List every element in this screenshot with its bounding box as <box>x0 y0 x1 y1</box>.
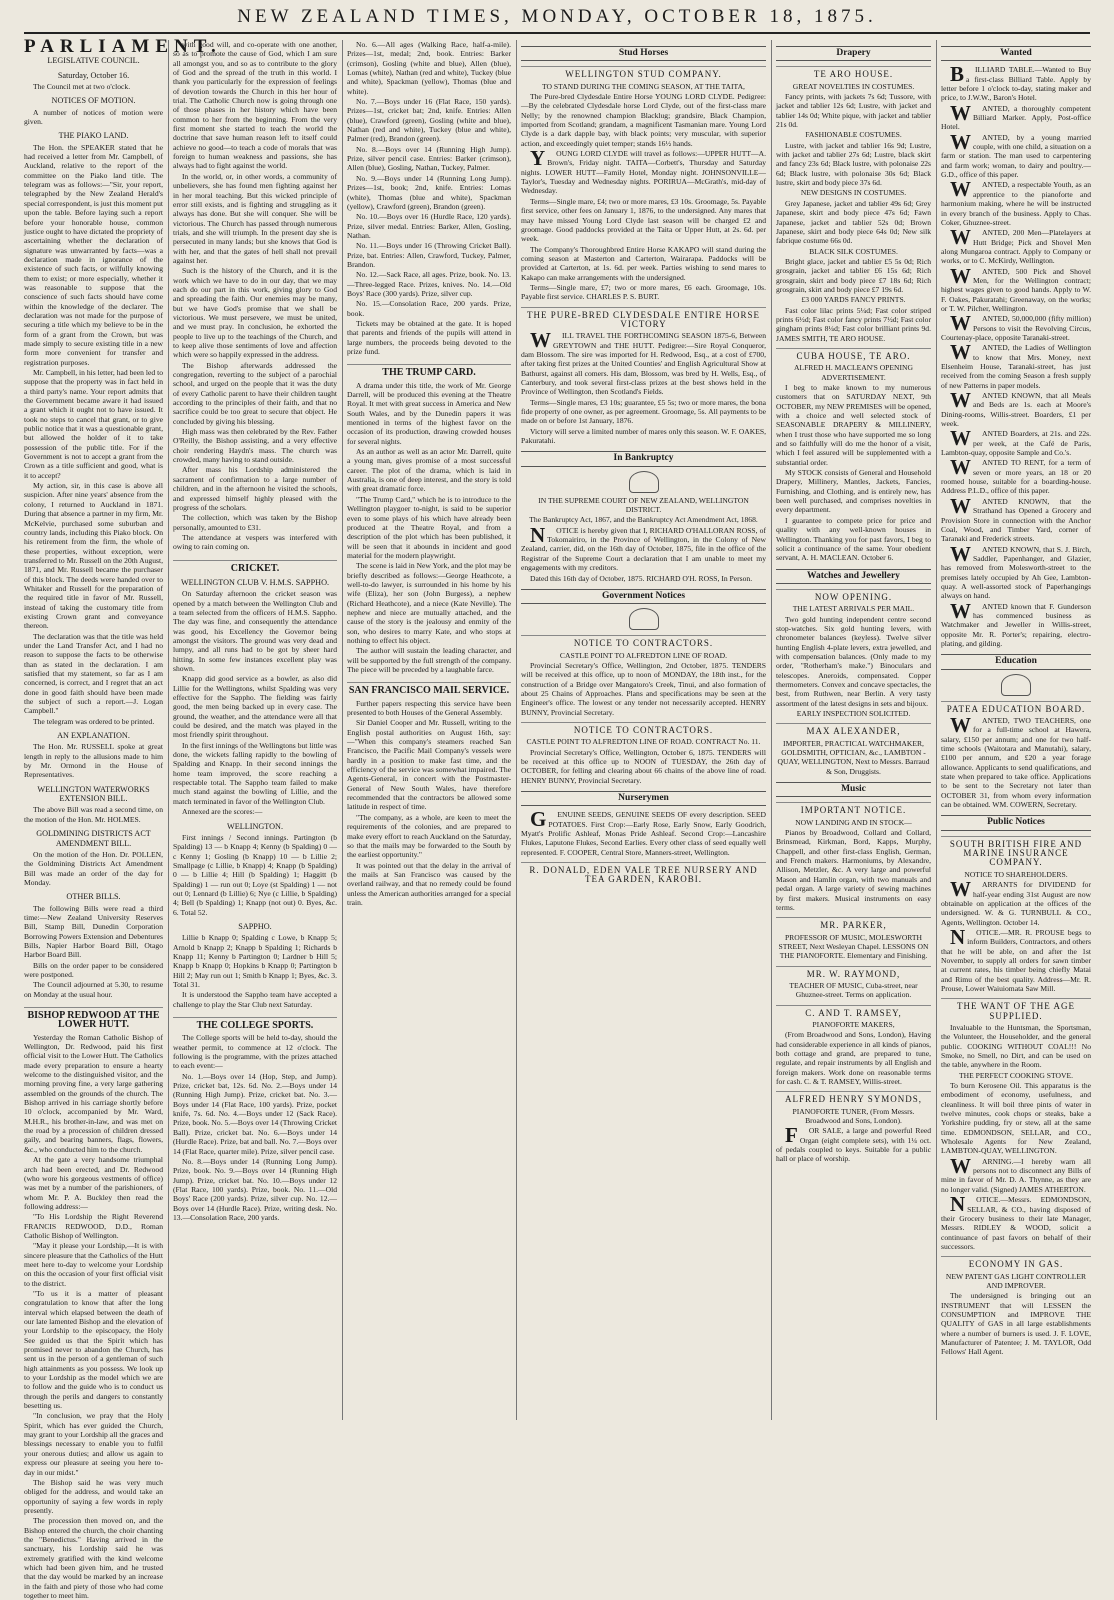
paragraph: The Bishop said he was very much obliged for the address, and would take an opportunity of saying a few words in reply presently. <box>24 1477 163 1515</box>
paragraph: No. 10.—Boys over 16 (Hurdle Race, 120 yards). Prize, silver medal. Entries: Barker, Allen, Gosling, Nathan. <box>347 212 511 240</box>
centered-line: PIANOFORTE TUNER, (From Messrs. Broadwood and Sons, London). <box>792 1106 915 1126</box>
paragraph: As an author as well as an actor Mr. Darrell, quite a young man, gives promise of a most successful career. The plot of the drama, which is laid in Australia, is one of deep interest, and the story is told with great dramatic force. <box>347 447 511 494</box>
paragraph: The College sports will be held to-day, should the weather permit, to commence at 12 o'clock. The following is the programme, with the prizes attached to each event:— <box>173 1033 337 1071</box>
paragraph: No. 1.—Boys over 14 (Hop, Step, and Jump). Prize, cricket bat, 12s. 6d. No. 2.—Boys under 14 (Running High Jump). Prize, cricket bat. No. 3.—Boys under 14 (Flat Race, 100 yards). Prize, pocket knife, 7s. 6d. No. 4.—Boys under 12 (Sack Race). Prize, book. No. 5.—Boys over 14 (Throwing Cricket Ball). Prize, cricket bat. No. 6.—Boys under 14 (Hurdle Race). Prize, bat and ball. No. 7.—Boys over 14 (Flat Race, quarter mile). Prize, silver pencil case. <box>173 1071 337 1156</box>
centered-line: PIANOFORTE MAKERS, <box>812 1019 895 1029</box>
paragraph: No. 12.—Sack Race, all ages. Prize, book. No. 13.—Three-legged Race. Prizes, knives. No. 14.—Old Boys' Race (300 yards). Prize, silver cup. <box>347 270 511 298</box>
paragraph: Bright glace, jacket and tablier £5 5s 0d; Rich grosgrain, jacket and tablier £6 15s 6d; Rich grosgrain, skirt and body piece £7 18s 6d; Rich grosgrain, skirt and body piece £7 19s 6d. <box>776 256 931 294</box>
advertisement-title: PATEA EDUCATION BOARD. <box>941 701 1091 714</box>
paragraph: Bills on the order paper to be considered were postponed. <box>24 960 163 979</box>
paragraph: WANTED, by a young married couple, with one child, a situation on a farm or station. The man used to carpentering and farm work; woman, to dairy and poultry.—G.D., office of this paper. <box>941 129 1091 180</box>
column-rule <box>168 40 169 1420</box>
column-3 <box>347 40 511 1420</box>
paragraph: WANTED TO RENT, for a term of seven or more years, an 18 or 20 roomed house, suitable for a boarding-house. Address P.L.D., office of this paper. <box>941 455 1091 496</box>
paragraph: After mass his Lordship administered the sacrament of confirmation to a large number of children, and in the afternoon he visited the schools, and expressed himself highly pleased with the progress of the scholars. <box>173 465 337 512</box>
paragraph: "May it please your Lordship,—It is with sincere pleasure that the Catholics of the Hutt meet here to-day to welcome your Lordship on this the occasion of your first official visit to the district. <box>24 1241 163 1288</box>
paragraph: "The company, as a whole, are keen to meet the requirements of the colonies, and are prepared to make every effort to reach Auckland on the Saturday, so that the mails may be forwarded to the South by the earliest opportunity." <box>347 812 511 860</box>
subheading: THE PIAKO LAND. <box>58 131 129 141</box>
paragraph: To burn Kerosene Oil. This apparatus is the embodiment of economy, usefulness, and cleanliness. It will boil three pints of water in twelve minutes, cook chops or steaks, bake a Yorkshire pudding, fry or stew, all at the same time. EDMONDSON, SELLAR, and CO., Wholesale Agents for New Zealand, LAMBTON-QUAY, WELLINGTON. <box>941 1081 1091 1156</box>
paragraph: In the world, or, in other words, a community of unbelievers, she has found men fighting against her in her moral teaching. But this wicked principle of error still exists, and is fighting and struggling as it always has done. But she will conquer. She will be victorious. The Church has passed through numerous trials, and she will triumph. In the present day she is persecuted in many lands; but she knows that God is with her, and that the gates of hell shall not prevail against her. <box>173 171 337 265</box>
advertisement-title: THE PURE-BRED CLYDESDALE ENTIRE HORSE VICTORY <box>521 307 766 330</box>
paragraph: Sir Daniel Cooper and Mr. Russell, writing to the English postal authorities on August 16th, say:—"When this company's steamers reached San Francisco, the Pacific Mail Company's vessels were hardly in a position to make fast time, and the efficiency of the service was somewhat impaired. The Agents-General, in concert with the Postmaster-General of New South Wales, have therefore recommended that the contractors be allowed some latitude in respect of time. <box>347 718 511 812</box>
paragraph: Provincial Secretary's Office, Wellington, 2nd October, 1875. TENDERS will be received at this office, up to noon of MONDAY, the 18th inst., for the construction of a Bridge over Mangatoro's Creek, Tinui, and also formation of about 25 Chains of Approaches. Plans and specifications may be seen at the Engineer's office. The lowest or any tender not necessarily accepted. HENRY BUNNY, Provincial Secretary. <box>521 660 766 717</box>
classified-section-header: Drapery <box>776 46 931 61</box>
paragraph: The Council met at two o'clock. <box>33 82 131 92</box>
paragraph: My STOCK consists of General and Household Drapery, Millinery, Mantles, Jackets, Fancies, Furnishing, and Clothing, and is entirely new, has been well purchased, and comprises novelties in every department. <box>776 468 931 515</box>
subheading: LEGISLATIVE COUNCIL. <box>47 56 140 66</box>
advertisement-title: MAX ALEXANDER, <box>776 723 931 736</box>
paragraph: Fancy prints, with jackets 7s 6d; Tussore, with jacket and tablier 12s 6d; Lustre, with jacket and tablier 14s 0d; White pique, with jacket and tablier 21s 0d. <box>776 92 931 130</box>
classified-section-header: Music <box>776 782 931 797</box>
paragraph: Pianos by Broadwood, Collard and Collard, Brinsmead, Kirkman, Bord, Kapps, Murphy, Chappell, and other first-class English, German, and French makers. Harmoniums, by Alexandre, Allison, Metzler, &c. A very large and powerful Mason and Hamlin organ, with two manuals and pedal organ. A large variety of sewing machines by first makers. Musical instruments on easy terms. <box>776 828 931 912</box>
advertisement-title: NOTICE TO CONTRACTORS. <box>521 635 766 648</box>
paragraph: Lillie b Knapp 0; Spalding c Lowe, b Knapp 5; Arnold b Knapp 2; Knapp b Spalding 1; Richards b Knapp 11; Kenny b Partington 0; Lardner b Hill 5; Knapp b Knapp 0; Hopkins b Knapp 0; Partington b Hill 2; May run out 1; Smith b Knapp 1; Byes, &c. 3. Total 31. <box>173 933 337 989</box>
advertisement-title: MR. PARKER, <box>776 917 931 930</box>
column-rule <box>771 40 772 1420</box>
paragraph: The author will sustain the leading character, and will be supported by the full strength of the company. The piece will be preceded by a laughable farce. <box>347 646 511 674</box>
paragraph: FOR SALE, a large and powerful Reed Organ (eight complete sets), with 1¼ oct. of pedals coupled to keys. Suitable for a public hall or place of worship. <box>776 1123 931 1164</box>
classified-section-header: Nurserymen <box>521 791 766 806</box>
paragraph: BILLIARD TABLE.—Wanted to Buy a first-class Billiard Table. Apply by letter before 1 o'clock to-day, stating maker and price, to J.W.W., Baron's Hotel. <box>941 62 1091 103</box>
centered-line: NOW LANDING AND IN STOCK— <box>795 817 912 827</box>
paragraph: WANTED known that F. Gunderson has commenced business as Watchmaker and Jeweller in Willis-street, opposite Mr. R. Porter's; repairing, electro-plating, and gilding. <box>941 598 1091 648</box>
centered-line: GREAT NOVELTIES IN COSTUMES. <box>792 81 915 91</box>
advertisement-title: MR. W. RAYMOND, <box>776 966 931 979</box>
column-2 <box>173 40 337 1420</box>
paragraph: YOUNG LORD CLYDE will travel as follows:—UPPER HUTT—A. Brown's, Friday night. TAITA—Corbett's, Thursday and Saturday nights. LOWER HUTT—Family Hotel, Monday night. JOHNSONVILLE—Taylor's, Tuesday and Wednesday nights. PORIRUA—McGrath's, mid-day of Wednesday. <box>521 146 766 196</box>
paragraph: WANTED, TWO TEACHERS, one for a full-time school at Hawera, salary, £150 per annum; and one for two half-time schools (Waitotara and Manutahi), salary, £100 per annum, and £20 a year forage allowance. Applicants to send qualifications, and state when prepared to take office. Applications to be sent to the Secretary not later than OCTOBER 31, from whom every information can be obtained. WM. COWERN, Secretary. <box>941 713 1091 810</box>
advertisement-title: SOUTH BRITISH FIRE AND MARINE INSURANCE COMPANY. <box>941 836 1091 868</box>
advertisement-title: THE WANT OF THE AGE SUPPLIED. <box>941 998 1091 1021</box>
paragraph: The Bishop afterwards addressed the congregation, reverting to the subject of a parochial school, and urged on the people that it was the duty of every Catholic parent to have their children taught according to the principles of their faith, and that no sacrifice could be too great to secure that object. He concluded by giving his blessing. <box>173 360 337 426</box>
paragraph: A number of notices of motion were given. <box>24 107 163 127</box>
paragraph: Invaluable to the Huntsman, the Sportsman, the Volunteer, the Householder, and the general public. COOKING WITHOUT COAL!!! No Smoke, no Smell, no Dirt, and can be used on the table, anywhere in the Room. <box>941 1022 1091 1070</box>
centered-line: EARLY INSPECTION SOLICITED. <box>796 709 911 718</box>
centered-line: £3 000 YARDS FANCY PRINTS. <box>801 295 906 305</box>
paragraph: The Pure-bred Clydesdale Entire Horse YOUNG LORD CLYDE. Pedigree:—By the celebrated Clydesdale horse Lord Clyde, out of the first-class mare Nelly; by the renowned champion Blacklug; grandsire, Black Champion, imported from Scotland; grandam, a magnificent Tasmanian mare. Young Lord Clyde is a dark dapple bay, with black points; very muscular, with superior action, and exceedingly quiet temper; stands 16½ hands. <box>521 92 766 148</box>
classified-section-header: Public Notices <box>941 815 1091 830</box>
centered-line: FASHIONABLE COSTUMES. <box>805 130 902 140</box>
paragraph: I beg to make known to my numerous customers that on SATURDAY NEXT, 9th OCTOBER, my NEW PREMISES will be opened, with a choice and well selected stock of SEASONABLE DRAPERY & MILLINERY, when I trust those who have supported me so long and so faithfully will do me the honor of a visit, which I feel assured will be supplemented with a substantial order. <box>776 383 931 467</box>
centered-line: NOTICE TO SHAREHOLDERS. <box>964 869 1068 879</box>
classified-section-header: Watches and Jewellery <box>776 569 931 584</box>
paragraph: The attendance at vespers was interfered with owing to rain coming on. <box>173 532 337 552</box>
advertisement-title: ALFRED HENRY SYMONDS, <box>776 1091 931 1104</box>
centered-line: CASTLE POINT TO ALFREDTON LINE OF ROAD. <box>559 650 728 660</box>
paragraph: No. 11.—Boys under 16 (Throwing Cricket Ball). Prize, bat. Entries: Allen, Crawford, Tuckey, Palmer, Brandon. <box>347 241 511 269</box>
paragraph: WANTED KNOWN, that the Strathand has Opened a Grocery and Provision Store in connection with the Anchor Coal, Wood, and Timber Yard, corner of Taranaki and Frederick streets. <box>941 493 1091 544</box>
paragraph: The following Bills were read a third time:—New Zealand University Reserves Bill, Stamp Bill, Dunedin Corporation Borrowing Powers Extension and Debentures Bills, Napier Harbor Board Bill, Otago Harbor Board Bill. <box>24 903 163 960</box>
centered-line: TEACHER OF MUSIC, Cuba-street, near Ghuznee-street. Terms on application. <box>789 980 918 1000</box>
subheading: WELLINGTON. <box>226 821 283 831</box>
advertisement-title: NOW OPENING. <box>776 589 931 602</box>
centered-line: CASTLE POINT TO ALFREDTON LINE OF ROAD. CONTRACT No. 11. <box>526 737 761 747</box>
paragraph: Knapp did good service as a bowler, as also did Lillie for the Wellingtons, whilst Spalding was very effective for the Sappho. The fielding was fairly good, the men being backed up in every case. The ground, the weather, and the attendance were all that could be desired, and the match was played in the most friendly spirit throughout. <box>173 674 337 740</box>
paragraph: WANTED, 500 Pick and Shovel Men, for the Wellington contract; highest wages given to good hands. Apply to W. F. Oakes, Pakuratahi; Greenaway, on the works; or T. W. Pilcher, Wellington. <box>941 263 1091 313</box>
classified-section-header: Education <box>941 654 1091 669</box>
paragraph: Terms—Single mare, £7; two or more mares, £6 each. Groomage, 10s. Payable first service. CHARLES P. S. BURT. <box>521 282 766 302</box>
paragraph: A drama under this title, the work of Mr. George Darrell, will be produced this evening at the Theatre Royal. It met with great success in America and New South Wales, and by the Dunedin papers it was mentioned in terms of the highest favor on the occasion of its production, drawing crowded houses for several nights. <box>347 380 511 446</box>
paragraph: Further papers respecting this service have been presented to both Houses of the General Assembly. <box>347 698 511 718</box>
paragraph: NOTICE.—MR. R. PROUSE begs to inform Builders, Contractors, and others that he will be able, on and after the 1st November, to supply all orders for sawn timber at current rates, his timber being chiefly Matai and Rimu of the best quality. Address—Mr. R. Prouse, Lower Waiuiomata Saw Mill. <box>941 924 1091 993</box>
classified-section-header: Government Notices <box>521 589 766 604</box>
advertisement-title: WELLINGTON STUD COMPANY. <box>521 66 766 79</box>
column-1 <box>24 36 222 1600</box>
paragraph: No. 9.—Boys under 14 (Running Long Jump). Prizes—1st, book; 2nd, knife. Entries: Lomas (white), Thomas (blue and white), Spackman (yellow), Crawford (green), Brandon (green). <box>347 173 511 211</box>
paragraph: Fast color lilac prints 5¼d; Fast color striped prints 6½d; Fast color fancy prints 7½d; Fast color gingham prints 8¼d; Fast color brilliant prints 9d. JAMES SMITH, TE ARO HOUSE. <box>776 305 931 343</box>
paragraph: with good will, and co-operate with one another, so as to promote the cause of God, which I am sure all amongst you, and so as to contribute to the glory of God and the spread of the truth in this world. I thank you particularly for the expression of feelings of devotion towards the Church in this her hour of trial. The Catholic Church now is going through one of those phases in her history which have been common to her from the beginning. From the very first moment she started to teach the world the doctrine that save human reason left to itself could achieve no good—to teach a code of morals that was foreign to human weakness and passions, she has always had to fight against the world. <box>173 40 337 171</box>
paragraph: NOTICE is hereby given that I, RICHARD O'HALLORAN ROSS, of Tokomairiro, in the Province of Wellington, in the Colony of New Zealand, carrier, did, on the 16th day of October, 1875, file in the office of the Registrar of the Supreme Court a declaration that I am unable to meet my engagements with my creditors. <box>521 522 766 573</box>
centered-line: THE PERFECT COOKING STOVE. <box>958 1070 1074 1080</box>
advertisement-title: C. AND T. RAMSEY, <box>776 1005 931 1018</box>
paragraph: No. 15.—Consolation Race, 200 yards. Prize, book. <box>347 299 511 318</box>
paragraph: NOTICE.—Messrs. EDMONDSON, SELLAR, & CO., having disposed of their Grocery business to their late Manager, Messrs. RIDLEY & WOOD, solicit a continuance of past favors on behalf of their successors. <box>941 1192 1091 1251</box>
subheading: WELLINGTON CLUB V. H.M.S. SAPPHO. <box>180 577 330 587</box>
classified-section-header: Stud Horses <box>521 46 766 61</box>
paragraph: "In conclusion, we pray that the Holy Spirit, which has ever guided the Church, may grant to your Lordship all the graces and blessings necessary to enable you to fulfil your onerous duties; and allow us again to express our pleasure at seeing you here to-day in our midst." <box>24 1411 163 1477</box>
paragraph: No. 7.—Boys under 16 (Flat Race, 150 yards). Prizes—1st, cricket bat; 2nd, knife. Entries: Allen (blue), Crawford (green), Gosling (white and blue), Nathan (red and white), Tuckey (blue and white), Palmer (red), Brandon (green). <box>347 97 511 144</box>
subheading: GOLDMINING DISTRICTS ACT AMENDMENT BILL. <box>36 829 151 848</box>
subheading: SAPPHO. <box>238 921 272 931</box>
paragraph: WANTED, a thoroughly competent Billiard Marker. Apply, Post-office Hotel. <box>941 100 1091 132</box>
advertisement-title: NOTICE TO CONTRACTORS. <box>521 722 766 735</box>
paragraph: On the motion of the Hon. Dr. POLLEN, the Goldmining Districts Act Amendment Bill was made an order of the day for Monday. <box>24 849 163 887</box>
paragraph: The undersigned is bringing out an INSTRUMENT that will LESSEN the CONSUMPTION and IMPROVE THE QUALITY of GAS in all large establishments where a number of burners is used. J. F. LOVE, Manufacturer of Patentee; J. M. TAYLOR, Odd Fellows' Hall Agent. <box>941 1291 1091 1357</box>
advertisement-title: R. DONALD, EDEN VALE TREE NURSERY AND TEA GARDEN, KAROBI. <box>521 862 766 885</box>
paragraph: The telegram was ordered to be printed. <box>33 716 155 726</box>
centered-line: IN THE SUPREME COURT OF NEW ZEALAND, WELLINGTON DISTRICT. <box>538 495 749 515</box>
crest-emblem <box>629 471 659 493</box>
paragraph: At the gate a very handsome triumphal arch had been erected, and Dr. Redwood (who wore his gorgeous vestments of office) was met by a number of the parishioners, of whom Mr. P. A. Buckley then read the following address:— <box>24 1155 163 1211</box>
paragraph: GENUINE SEEDS, GENUINE SEEDS OF every description. SEED POTATOES. First Crop:—Early Rose, Early Snow, Early Goodrich, Myatt's Prolific Ashleaf, Monas Pride Ashleaf. Second Crop:—Lancashire Flukes, Laputone Flukes, Second Earlies. Every other class of seed equally well represented. F. COOPER, Central Store, Manners-street, Wellington. <box>521 807 766 857</box>
paragraph: Grey Japanese, jacket and tablier 49s 6d; Grey Japanese, skirt and body piece 47s 6d; Fawn Japanese, jacket and tablier 52s 0d; Brown Japanese, skirt and body piece 64s 0d; New silk fabrique costume 66s 0d. <box>776 198 931 246</box>
paragraph: It was pointed out that the delay in the arrival of the mails at San Francisco was caused by the overland railway, and that no remedy could be found unless the American authorities arranged for a special train. <box>347 860 511 907</box>
paragraph: The Hon. Mr. RUSSELL spoke at great length in reply to the allusions made to him by Mr. Ormond in the House of Representatives. <box>24 742 163 780</box>
paragraph: The Company's Thoroughbred Entire Horse KAKAPO will stand during the coming season at Masterton and Carterton, Wairarapa. Paddocks will be provided at Carterton, at 1s. 6d. per week. Parties wishing to send mares to Kakapo can make arrangements with the undersigned. <box>521 244 766 282</box>
paragraph: Victory will serve a limited number of mares only this season. W. F. OAKES, Pakuratahi. <box>521 426 766 446</box>
centered-line: TO STAND DURING THE COMING SEASON, AT THE TAITA, <box>542 81 745 91</box>
paragraph: "To His Lordship the Right Reverend FRANCIS REDWOOD, D.D., Roman Catholic Bishop of Wellington. <box>24 1212 163 1240</box>
column-rule <box>516 40 517 1420</box>
headline: PARLIAMENT. <box>24 36 222 57</box>
masthead: NEW ZEALAND TIMES, MONDAY, OCTOBER 18, 1875. <box>237 6 877 27</box>
paragraph: The collection, which was taken by the Bishop personally, amounted to £31. <box>173 513 337 532</box>
paragraph: WANTED KNOWN, that all Meals and Beds are 1s. each at Moore's Dining-rooms, Willis-street. Boarders, £1 per week. <box>941 388 1091 429</box>
column-rule <box>936 40 937 1420</box>
paragraph: WANTED Boarders, at 21s. and 22s. per week, at the Café de Paris, Lambton-quay, opposite Sample and Co.'s. <box>941 426 1091 458</box>
paragraph: The above Bill was read a second time, on the motion of the Hon. Mr. HOLMES. <box>24 805 163 824</box>
paragraph: No. 8.—Boys under 14 (Running Long Jump). Prize, book. No. 9.—Boys over 14 (Running High Jump). Prize, cricket bat. No. 10.—Boys under 12 (Flat Race, 100 yards). Prize, book. No. 11.—Old Boys' Race (200 yards). Prize, silver cup. No. 12.—Boys over 14 (Hurdle Race). Prize, writing desk. No. 13.—Consolation Race, 200 yards. <box>173 1156 337 1222</box>
paragraph: In the first innings of the Wellingtons but little was done, the wickets falling rapidly to the bowling of Spalding and Knapp. In their second innings the home team improved, the score reaching a respectable total. The Sappho team failed to make much stand against the bowling of Lillie, and the match terminated in favor of the Wellington Club. <box>173 740 337 806</box>
paragraph: The Hon. the SPEAKER stated that he had received a letter from Mr. Campbell, of Auckland, relative to the report of the committee on the Piako land title. The telegram was as follows:—"Sir, your report, telegraphed by the New Zealand Herald's special correspondent, is just this moment put upon the table. Before laying such a report before your honorable house, common justice ought to have dictated the propriety of ascertaining whether the declaration of signature was unwarranted by facts—was a declaration made in ignorance of the existence of such facts, or wilfully knowing them to exist; or more especially, whether it was reasonable to suppose that the conscience of such facts should have come within the knowledge of the declarer. The declaration was not made for the purpose of securing a title which my believe to be in the form of a grant from the Crown, but was made simply to secure existing title in a new form more convenient for transfer and registration purposes. <box>24 142 163 367</box>
column-5 <box>776 40 931 1420</box>
centered-line: THE LATEST ARRIVALS PER MAIL. <box>792 604 915 614</box>
paragraph: WANTED, 200 Men—Platelayers at Hutt Bridge; Pick and Shovel Men along Mungaroa contract. Apply to Company or works, or to C. McKirdy, Wellington. <box>941 225 1091 266</box>
column-rule <box>342 40 343 1420</box>
section-heading: THE COLLEGE SPORTS. <box>173 1017 337 1030</box>
centered-line: The Bankruptcy Act, 1867, and the Bankruptcy Act Amendment Act, 1868. <box>529 515 758 525</box>
paragraph: WARRANTS for DIVIDEND for half-year ending 31st August are now obtainable on application at the offices of the undersigned. W. & G. TURNBULL & CO., Agents, Wellington. October 14. <box>941 877 1091 927</box>
paragraph: Tickets may be obtained at the gate. It is hoped that parents and friends of the pupils will attend in large numbers, the proceeds being devoted to the prize fund. <box>347 318 511 356</box>
column-6 <box>941 40 1091 1420</box>
subheading: OTHER BILLS. <box>66 892 121 902</box>
paragraph: The Council adjourned at 5.30, to resume on Monday at the usual hour. <box>24 980 163 999</box>
paragraph: Terms—Single mares, £3 10s; guarantee, £5 5s; two or more mares, the bona fide property of one owner, as per agreement. Groomage, 5s. All payments to be made on or before 1st January, 1876. <box>521 397 766 426</box>
masthead-rule <box>24 32 1090 34</box>
centered-line: NEW PATENT GAS LIGHT CONTROLLER AND IMPROVER. <box>945 1271 1087 1290</box>
advertisement-title: CUBA HOUSE, TE ARO. <box>776 348 931 361</box>
section-heading: SAN FRANCISCO MAIL SERVICE. <box>347 682 511 695</box>
paragraph: "The Trump Card," which he is to introduce to the Wellington playgoer to-night, is said to be superior even to some plays of his which have already been produced at the Theatre Royal, and from a description of the plot which has been published, it will be seen that it abounds in incident and good material for the modern playwright. <box>347 494 511 560</box>
paragraph: (From Broadwood and Sons, London), Having had considerable experience in all kinds of pianos, both cottage and grand, are prepared to tune, regulate, and repair instruments by all English and foreign makers. Work done on reasonable terms for cash. C. & T. RAMSEY, Willis-street. <box>776 1030 931 1086</box>
advertisement-title: ECONOMY IN GAS. <box>941 1256 1091 1269</box>
subheading: Saturday, October 16. <box>57 70 130 80</box>
paragraph: No. 6.—All ages (Walking Race, half-a-mile). Prizes—1st, medal; 2nd, book. Entries: Barker (crimson), Gosling (white and blue), Allen (blue), Lomas (white), Nathan (red and white), Tuckey (blue and white), Spackman (yellow), Thomas (blue and white). <box>347 40 511 96</box>
paragraph: Mr. Campbell, in his letter, had been led to suppose that the property was in fact held in a third party's name. Your report admits that the Government became aware it had issued a grant which it ought not to have issued. It took no steps to cancel that grant, or to give public notice that it was a questionable grant, but allowed the holder of it to take possession of the public title. For if the Government is not to accept a grant from the Crown as a title sufficient and good, what is it to accept? <box>24 368 163 480</box>
paragraph: Such is the history of the Church, and it is the work which we have to do in our day, that we may each do our part in this work, giving glory to God and spreading the faith. Our enemies may be many, but we have God's promise that we shall be victorious. We must persevere, we must be united, and we must pray. In conclusion, he exhorted the people to live up to the teachings of the Church, and to keep alive those sentiments of love and affection which were so happily expressed in the address. <box>173 266 337 360</box>
centered-line: ALFRED H. MACLEAN'S OPENING ADVERTISEMENT. <box>793 363 914 382</box>
paragraph: On Saturday afternoon the cricket season was opened by a match between the Wellington Club and a team selected from the officers of H.M.S. Sappho. The day was fine, and consequently the attendance was good, his Excellency the Governor being amongst the visitors. The ground was very dead and lumpy, and all runs had to be got by sheer hard hitting. In some few instances excellent play was shown. <box>173 589 337 673</box>
subheading: NOTICES OF MOTION. <box>51 96 136 106</box>
paragraph: Dated this 16th day of October, 1875. RICHARD O'H. ROSS, In Person. <box>530 573 753 583</box>
paragraph: My action, sir, in this case is above all suspicion. After nine years' absence from the colony, I returned to Auckland in 1871. During that absence a partner in my firm, Mr. McKelvie, purchased some suburban and country lands, including this Piako block. On his retirement from the firm, the whole of these properties, without exception, were transferred to Mr. Russell on the 20th August, 1871, and Mr. Russell became the purchaser of this block. The deeds were handed over to Whitaker and Russell for the preparation of the required title in favor of Mr. Russell, instead of taking the customary title from existing Crown grant and conveyance thereon. <box>24 481 163 631</box>
paragraph: The scene is laid in New York, and the plot may be briefly described as follows:—George Heathcote, a well-to-do lawyer, is surrounded in his home by his wife (Eliza), her son (John Burgess), a nephew (Richard Heathcote), and a niece (Kate Neville). The nephew and niece are mutually attached, and the cause of the story is the jealousy and enmity of the son, who desires to marry Kate, and who stops at nothing to effect his object. <box>347 561 512 645</box>
paragraph: WILL TRAVEL THE FORTHCOMING SEASON 1875-6, Between GREYTOWN and THE HUTT. Pedigree:—Sire Royal Conqueror, dam Blossom. The sire was imported for H. Redwood, Esq., at a cost of £700, after taking first prizes at the United Counties' and English Agricultural Show at Bathurst, against all comers. His dam, Blossom, was bred by H. Wells, Esq., of Canterbury, and took several first-class prizes at the best shows held in the Province of Wellington, then Scotland's Fields. <box>521 328 766 397</box>
paragraph: Yesterday the Roman Catholic Bishop of Wellington, Dr. Redwood, paid his first official visit to the Lower Hutt. The Catholics made every preparation to ensure a hearty welcome to the distinguished visitor, and the morning proving fine, a very large gathering assembled on the grounds of the church. The Bishop arrived in his carriage shortly before 10 o'clock, accompanied by Mr. Ward, M.H.R., his brother-in-law, and was met on the road by a procession of children dressed gaily, and bearing banners, flags, flowers, &c., who conducted him to the church. <box>24 1032 163 1154</box>
paragraph: WANTED KNOWN, that S. J. Birch, Saddler, Papenhanger, and Glazier, has removed from Molesworth-street to the premises lately occupied by Ah Gee, Lambton-quay. A well-assorted stock of Paperhangings always on hand. <box>941 541 1091 601</box>
paragraph: Annexed are the scores:— <box>182 807 263 817</box>
paragraph: High mass was then celebrated by the Rev. Father O'Reilly, the Bishop assisting, and a very effective choir rendering Haydn's mass. The church was crowded, many having to stand outside. <box>173 427 337 465</box>
section-heading: THE TRUMP CARD. <box>347 364 511 377</box>
paragraph: The procession then moved on, and the Bishop entered the church, the choir chanting the "Benedictus." Having arrived in the sanctuary, his Lordship said he was extremely gratified with the kind welcome which had been given him, and he trusted that the day would be marked by an increase in the faith and piety of those who had come together to meet him. <box>24 1516 163 1600</box>
paragraph: Lustre, with jacket and tablier 16s 9d; Lustre, with jacket and tablier 27s 6d; Lustre, black skirt and fancy 23s 6d; Black lustre, with polonaise 22s 6d; Black lustre, with polonaise 30s 6d; Black lustre, skirt and body piece 37s 6d. <box>776 140 931 188</box>
centered-line: NEW DESIGNS IN COSTUMES. <box>800 188 907 198</box>
advertisement-title: TE ARO HOUSE. <box>776 66 931 79</box>
paragraph: First innings / Second innings. Partington (b Spalding) 13 — b Knapp 4; Kenny (b Spalding) 0 — c Kenny 1; Gosling (b Knapp) 10 — b Lillie 2; Smallpage (c Lillie, b Knapp) 4; Knapp (b Spalding) 0 — b Lillie 4; Hill (b Spalding) 1; Haggitt (b Spalding) 1 — run out 0; Loye (st Spalding) 1 — not out 0; Lennard (b Lillie) 6; Nye (c Lillie, b Spalding) 4; Bell (b Spalding) 1; Knapp (not out) 0. Byes, &c. 6. Total 52. <box>173 832 337 917</box>
subheading: WELLINGTON WATERWORKS EXTENSION BILL. <box>37 784 150 804</box>
subheading: AN EXPLANATION. <box>57 731 130 741</box>
paragraph: The declaration was that the title was held under the Land Transfer Act, and I had no reason to suppose the facts to be otherwise than as stated in the declaration. I am satisfied that my statement, so far as I am concerned, is correct, and I regret that an act done in good faith should have been made the subject of such a report.—J. Logan Campbell." <box>24 631 163 716</box>
column-4 <box>521 40 766 1420</box>
classified-section-header: Wanted <box>941 46 1091 61</box>
section-heading: CRICKET. <box>173 560 337 573</box>
crest-emblem <box>629 608 659 630</box>
paragraph: WARNING.—I hereby warn all persons not to disconnect any Bills of mine in favor of Mr. D. A. Thynne, as they are no longer valid. (Signed) JAMES ATHERTON. <box>941 1153 1091 1194</box>
paragraph: Terms—Single mare, £4; two or more mares, £3 10s. Groomage, 5s. Payable first service, other fees on January 1, 1876, to the undersigned. Any mares that may have missed Young Lord Clyde last season will be charged £2 and groomage. Good paddocks provided at the Taita or Upper Hutt, at 2s. 6d. per week. <box>521 196 766 244</box>
advertisement-title: IMPORTANT NOTICE. <box>776 802 931 815</box>
centered-line: BLACK SILK COSTUMES. <box>809 246 898 256</box>
classified-section-header: In Bankruptcy <box>521 451 766 466</box>
section-heading: BISHOP REDWOOD AT THE LOWER HUTT. <box>24 1007 163 1030</box>
paragraph: No. 8.—Boys over 14 (Running High Jump). Prize, silver pencil case. Entries: Barker (crimson), Allen (blue), Gosling, Nathan, Tuckey, Palmer. <box>347 144 511 173</box>
paragraph: WANTED, 50,000,000 (fifty million) Persons to visit the Revolving Circus, Courtenay-place, opposite Taranaki-street. <box>941 311 1091 342</box>
centered-line: PROFESSOR OF MUSIC, MOLESWORTH STREET, Next Wesleyan Chapel. LESSONS ON THE PIANOFORTE. Elementary and Finishing. <box>778 932 929 961</box>
paragraph: "To us it is a matter of pleasant congratulation to know that after the long interval which elapsed between the death of our late lamented Bishop and the elevation of your Lordship to the episcopacy, the Holy See guided us that the Spirit which has promised never to abandon the Church, has sent us in the person of a gentleman of such high attainments as you possess. We look up to your Lordship as the model which we are to follow and the guide who is to conduct us through the perils and dangers to constantly besetting us. <box>24 1288 163 1411</box>
paragraph: WANTED, a respectable Youth, as an apprentice to the pianoforte and harmonium making, where he will be instructed in every branch of the business. Apply to Chas. Coker, Ghuznee-street. <box>941 177 1091 227</box>
paragraph: It is understood the Sappho team have accepted a challenge to play the Star Club next Saturday. <box>173 990 337 1009</box>
paragraph: I guarantee to compete price for price and quality with any well-known houses in Wellington. Thanking you for past favors, I beg to solicit a continuance of the same. Your obedient servant, A. H. MACLEAN. October 6. <box>776 515 931 563</box>
centered-line: IMPORTER, PRACTICAL WATCHMAKER, GOLDSMITH, OPTICIAN, &c., LAMBTON - QUAY, WELLINGTON, Next to Messrs. Barraud & Son, Druggists. <box>777 738 930 776</box>
paragraph: Provincial Secretary's Office, Wellington, October 6, 1875. TENDERS will be received at this office up to NOON of TUESDAY, the 26th day of OCTOBER, for felling and clearing about 66 chains of the above line of road. HENRY BUNNY, Provincial Secretary. <box>521 747 766 785</box>
paragraph: Two gold hunting independent centre second stop-watches. Six gold hunting levers, with chronometer balances (keyless). Twelve silver hunting English 4-plate levers, extra jewelled, and with compensation balances. (Only made to my order, "Rotherham's make.") Binoculars and telescopes. Aneroids, compensated. Copper thermometers. Convex and concave spectacles, the best, from Ruthwen, near Berlin. A very tasty assortment of the latest designs in sets and bijoux. <box>776 614 931 708</box>
crest-emblem <box>1001 674 1031 696</box>
paragraph: WANTED, the Ladies of Wellington to know that Mrs. Money, next Elsenheim House, Taranaki-street, has just received from the coming Season a fresh supply of new Patterns in paper models. <box>941 340 1091 390</box>
